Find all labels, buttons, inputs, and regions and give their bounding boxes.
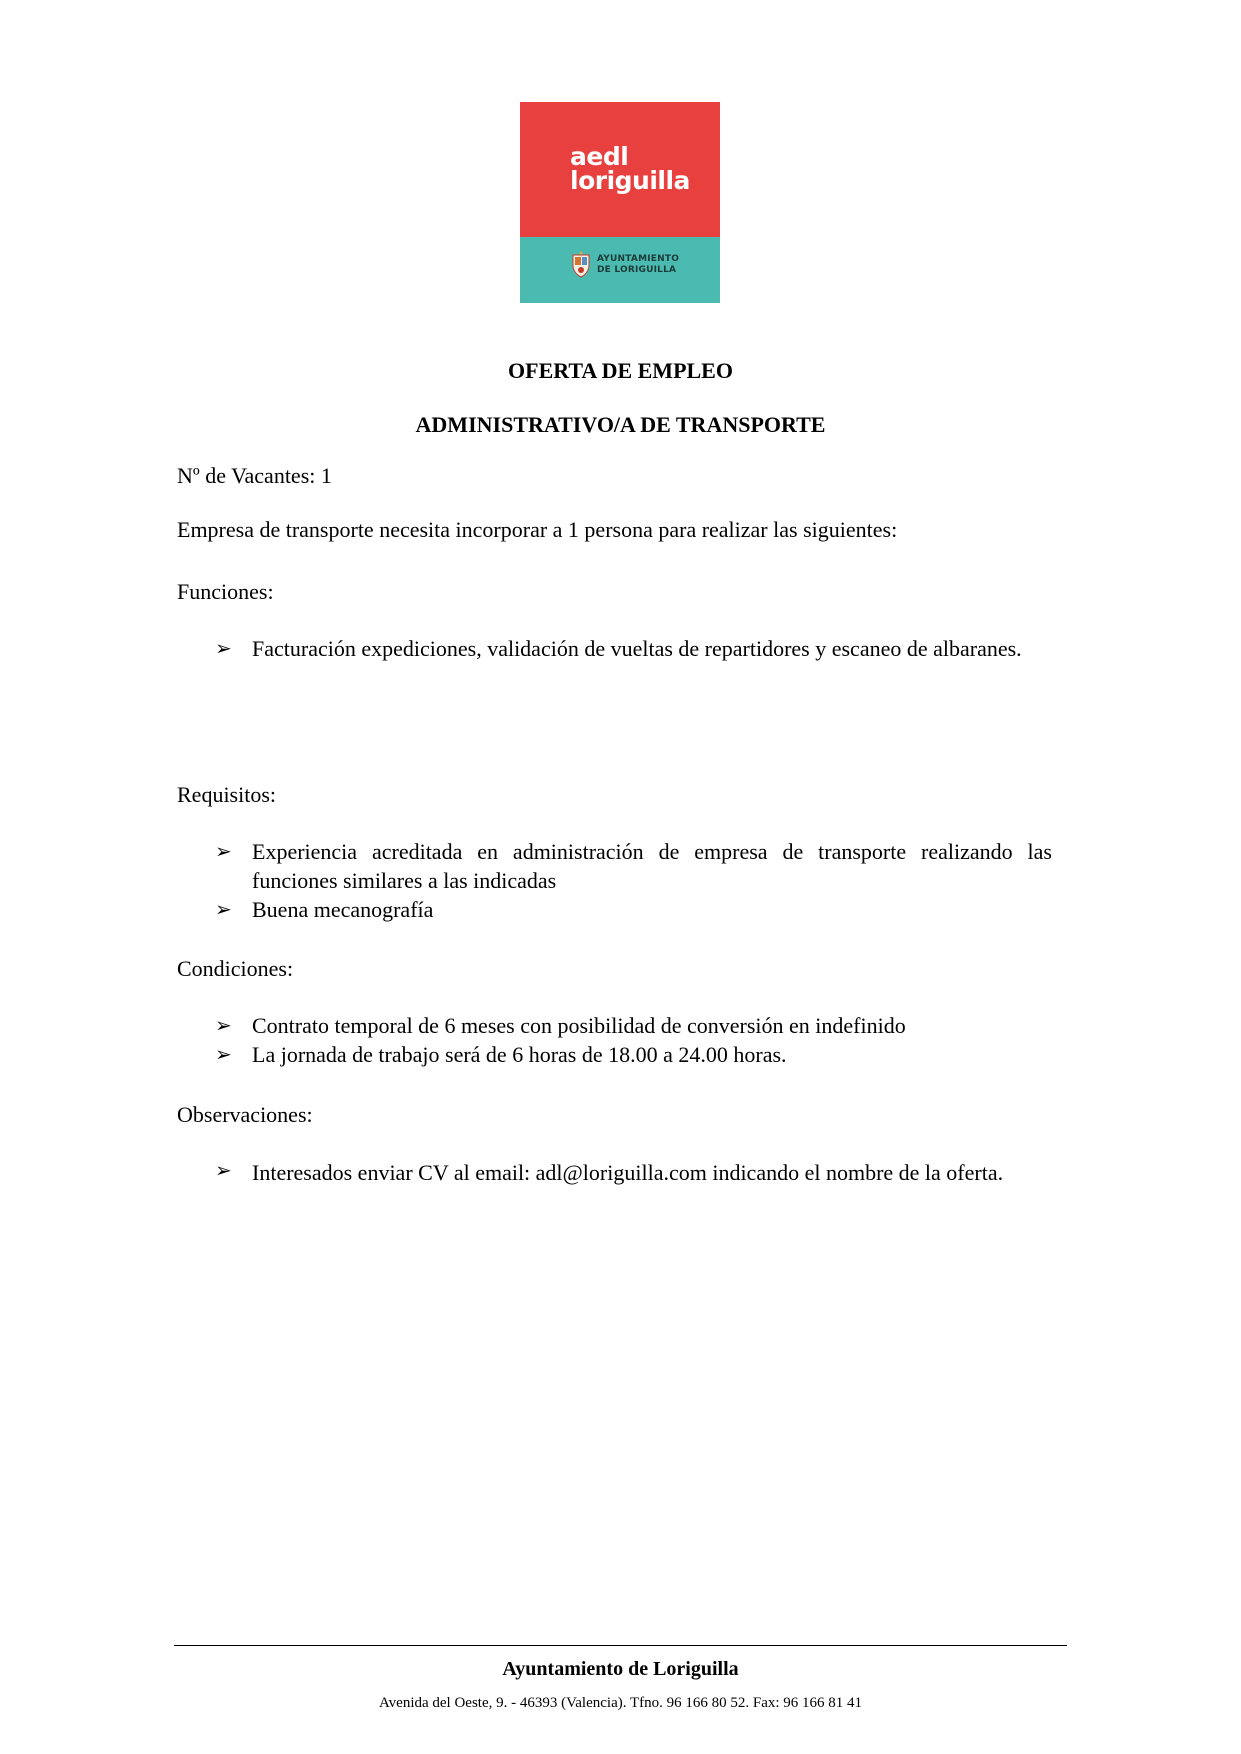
bullet-arrow-icon: ➢ <box>215 841 232 863</box>
bullet-arrow-icon: ➢ <box>215 1015 232 1037</box>
observaciones-heading: Observaciones: <box>177 1102 313 1127</box>
requisitos-item: Experiencia acreditada en administración de empresa de transporte realizando las funciones similares a las indicadas <box>252 839 1052 893</box>
condiciones-item: Contrato temporal de 6 meses con posibilidad de conversión en indefinido <box>252 1013 906 1038</box>
logo-text-aedl: aedl <box>570 142 629 171</box>
bullet-arrow-icon: ➢ <box>215 1160 232 1182</box>
footer-address: Avenida del Oeste, 9. - 46393 (Valencia). Tfno. 96 166 80 52. Fax: 96 166 81 41 <box>378 1695 863 1711</box>
funciones-heading: Funciones: <box>177 579 274 604</box>
observaciones-item: Interesados enviar CV al email: adl@loriguilla.com indicando el nombre de la oferta. <box>252 1160 1004 1185</box>
bullet-arrow-icon: ➢ <box>215 899 232 921</box>
logo-subtext-de-loriguilla: DE LORIGUILLA <box>597 265 677 275</box>
condiciones-heading: Condiciones: <box>177 956 294 981</box>
funciones-item: Facturación expediciones, validación de vueltas de repartidores y escaneo de albaranes. <box>252 636 1022 661</box>
document-title: OFERTA DE EMPLEO <box>508 358 733 383</box>
footer-divider <box>174 1645 1067 1646</box>
bullet-arrow-icon: ➢ <box>215 1044 232 1066</box>
logo-subtext-ayuntamiento: AYUNTAMIENTO <box>597 254 680 264</box>
logo-text-loriguilla: loriguilla <box>570 166 690 195</box>
bullet-arrow-icon: ➢ <box>215 638 232 660</box>
footer-organization: Ayuntamiento de Loriguilla <box>502 1658 739 1680</box>
vacancies-text: Nº de Vacantes: 1 <box>177 463 332 488</box>
position-title: ADMINISTRATIVO/A DE TRANSPORTE <box>415 412 826 437</box>
aedl-loriguilla-logo <box>520 102 720 303</box>
intro-text: Empresa de transporte necesita incorporar a 1 persona para realizar las siguientes: <box>177 517 898 542</box>
requisitos-item: Buena mecanografía <box>252 897 434 922</box>
requisitos-heading: Requisitos: <box>177 782 277 807</box>
condiciones-item: La jornada de trabajo será de 6 horas de 18.00 a 24.00 horas. <box>252 1042 787 1067</box>
coat-of-arms-icon <box>570 250 592 278</box>
